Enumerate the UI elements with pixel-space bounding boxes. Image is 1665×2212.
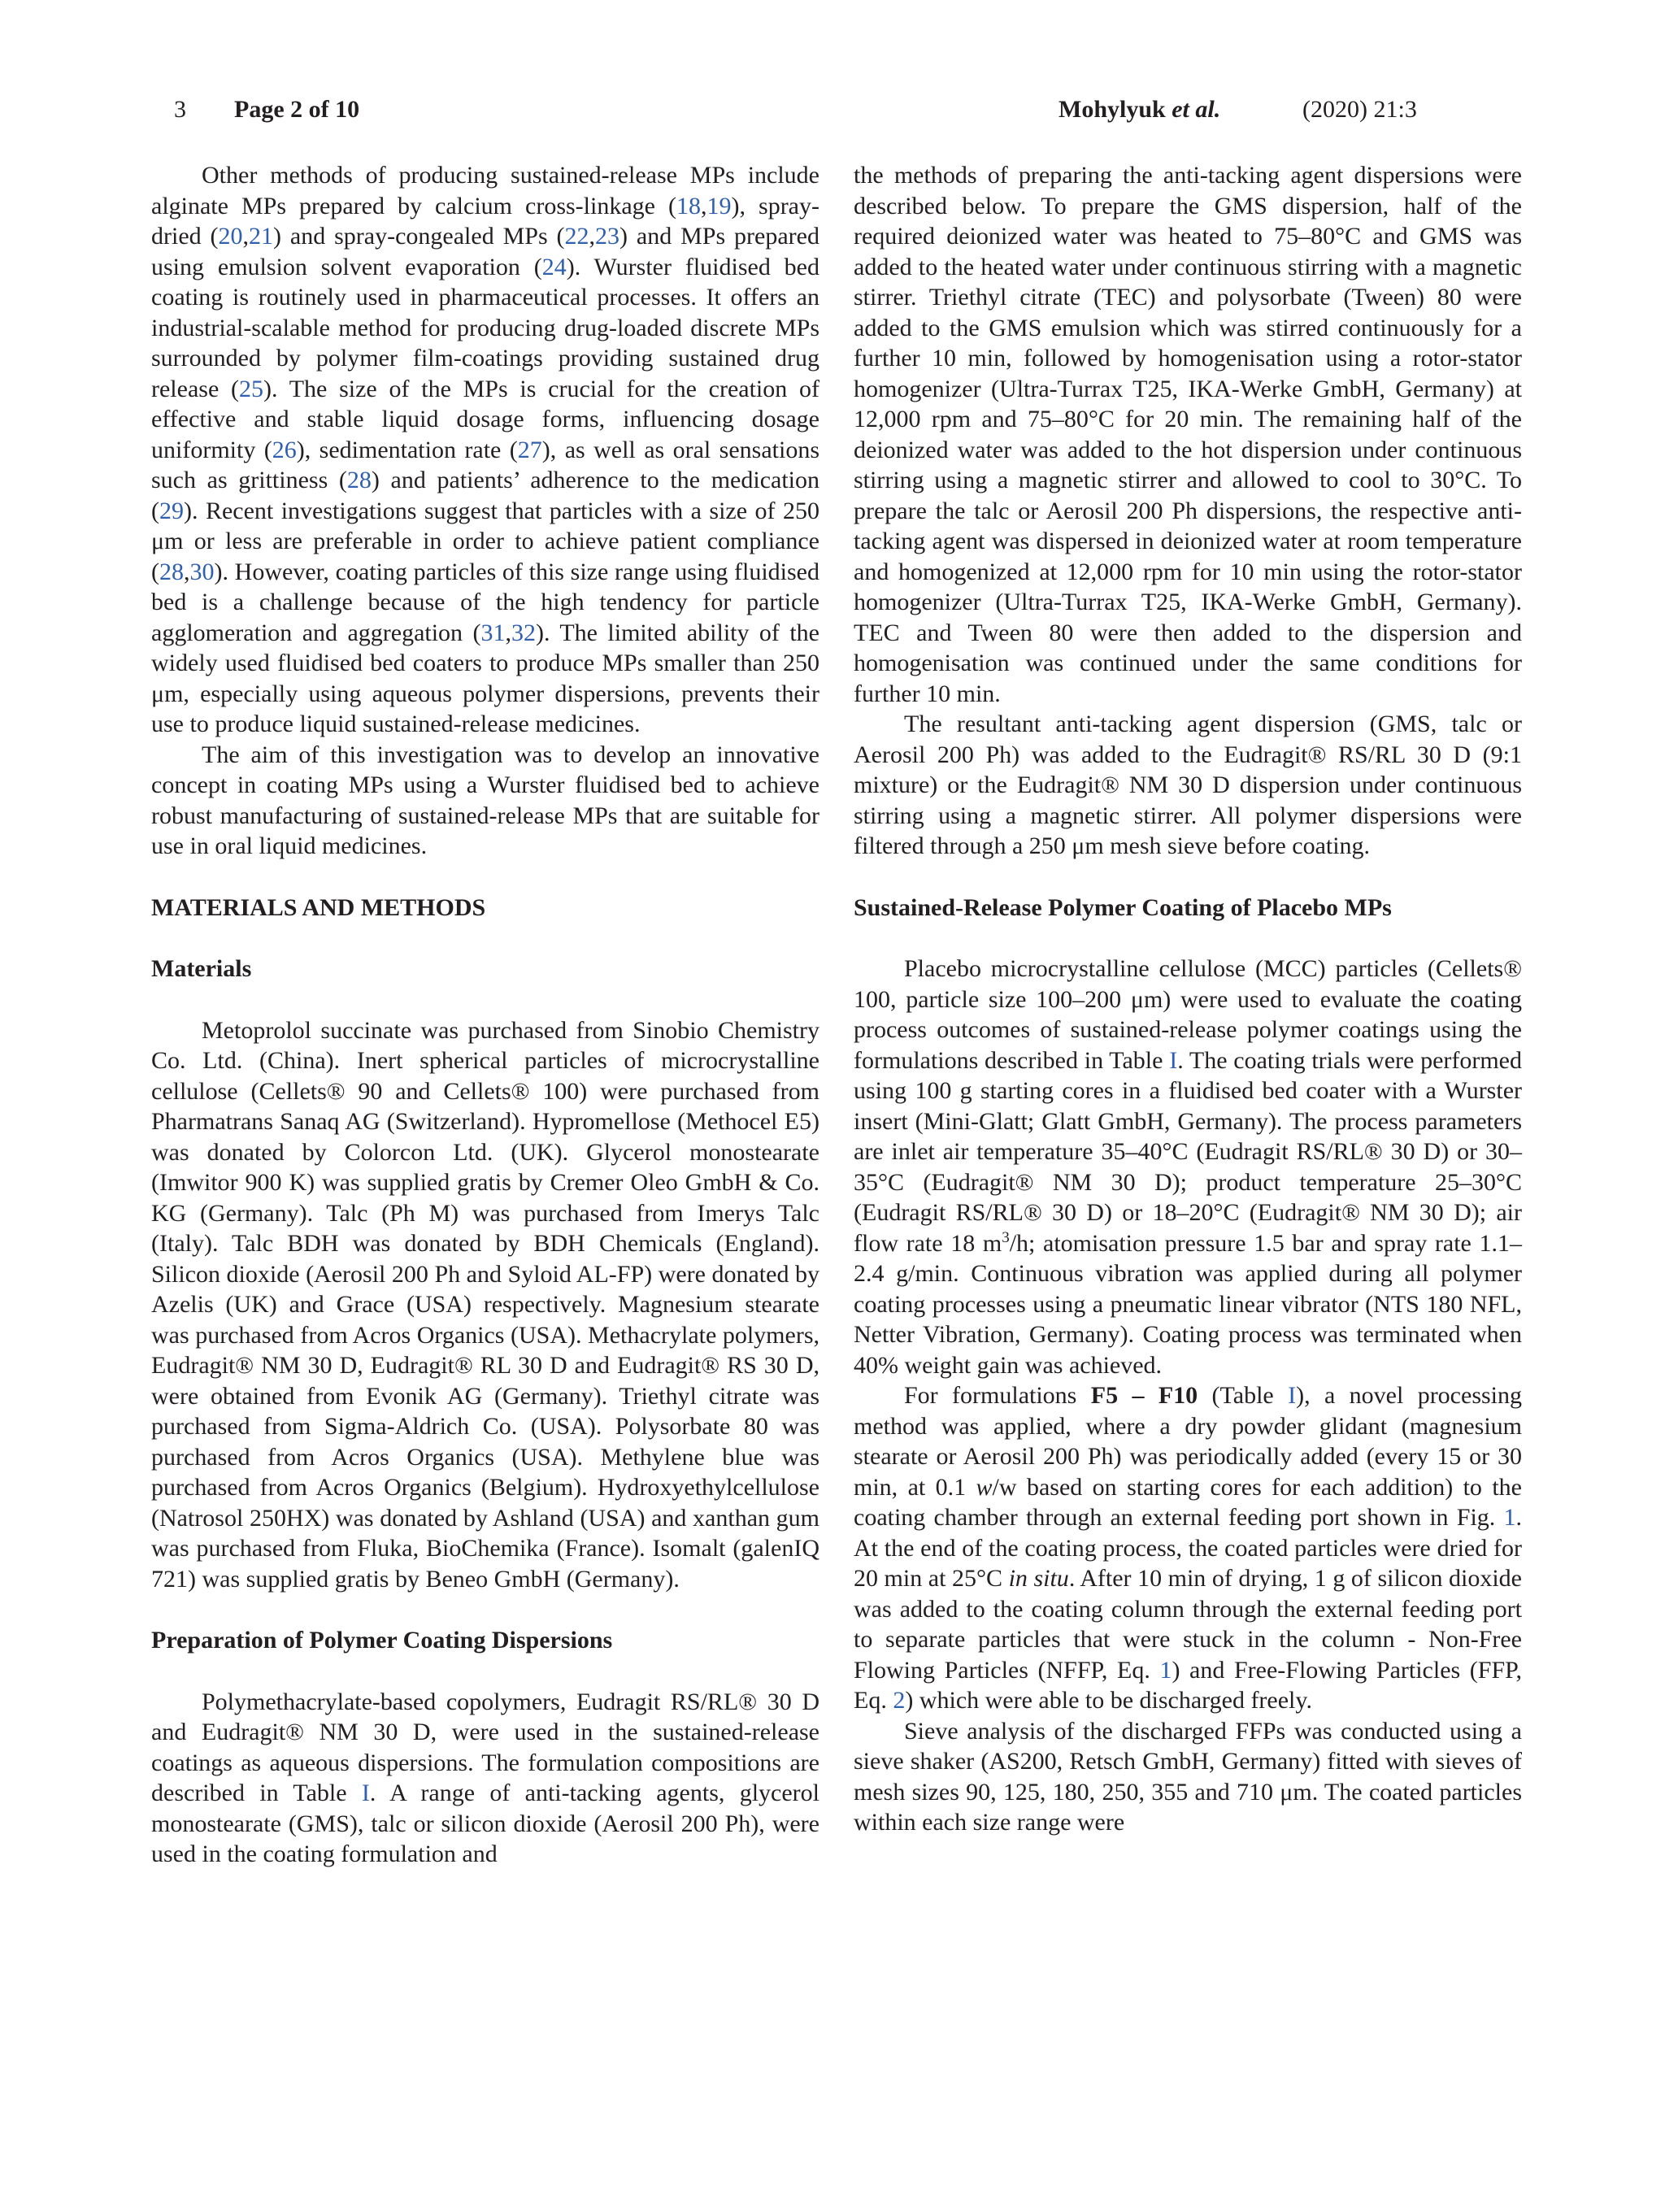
citation-link[interactable]: 31 [480, 619, 506, 646]
text-span: /w based on starting cores for each addition) to the coating chamber through an external feeding port shown in Fig. [854, 1473, 1522, 1531]
journal-citation: (2020) 21:3 [1302, 96, 1417, 123]
equation-link[interactable]: 2 [893, 1687, 906, 1714]
table-link[interactable]: I [1288, 1382, 1297, 1409]
table-link[interactable]: I [361, 1780, 370, 1806]
paragraph-dispersion-methods: the methods of preparing the anti-tacking agent dispersions were described below. To prepare the GMS dispersion, half of the required deionized water was heated to 75–80°C and GMS was added to the heated water under continuous stirring with a magnetic stirrer. Triethyl citrate (TEC) and polysorbate (Tween) 80 were added to the GMS emulsion which was stirred continuously for a further 10 min, followed by homogenisation using a rotor-stator homogenizer (Ultra-Turrax T25, IKA-Werke GmbH, Germany) at 12,000 rpm and 75–80°C for 20 min. The remaining half of the deionized water was added to the hot dispersion under continuous stirring using a magnetic stirrer and allowed to cool to 30°C. To prepare the talc or Aerosil 200 Ph dispersions, the respective anti-tacking agent was dispersed in deionized water at room temperature and homogenized at 12,000 rpm for 10 min using the rotor-stator homogenizer (Ultra-Turrax T25, IKA-Werke GmbH, Germany). TEC and Tween 80 were then added to the dispersion and homogenisation was continued under the same conditions for further 10 min. [854, 162, 1522, 707]
text-span: ). Recent investigations suggest that particles with a size of 250 μm or less are preferable in order to achieve patient compliance ( [151, 497, 819, 585]
paragraph-materials: Metoprolol succinate was purchased from Sinobio Chemistry Co. Ltd. (China). Inert spherical particles of microcrystalline cellulose (Cellets® 90 and Cellets® 100) were purchased from Pharmatrans Sanaq AG (Switzerland). Hypromellose (Methocel E5) was donated by Colorcon Ltd. (UK). Glycerol monostearate (Imwitor 900 K) was supplied gratis by Cremer Oleo GmbH & Co. KG (Germany). Talc (Ph M) was purchased from Imerys Talc (Italy). Talc BDH was donated by BDH Chemicals (England). Silicon dioxide (Aerosil 200 Ph and Syloid AL-FP) were donated by Azelis (UK) and Grace (USA) respectively. Magnesium stearate was purchased from Acros Organics (USA). Methacrylate polymers, Eudragit® NM 30 D, Eudragit® RL 30 D and Eudragit® RS 30 D, were obtained from Evonik AG (Germany). Triethyl citrate was purchased from Sigma-Aldrich Co. (USA). Polysorbate 80 was purchased from Acros Organics (USA). Methylene blue was purchased from Acros Organics (Belgium). Hydroxyethylcellulose (Natrosol 250HX) was donated by Ashland (USA) and xanthan gum was purchased from Fluka, BioChemika (France). Isomalt (galenIQ 721) was supplied gratis by Beneo GmbH (Germany). [151, 1016, 819, 1593]
text-span: ), a novel processing method was applied, where a dry powder glidant (magnesium stearate or Aerosil 200 Ph) was periodically added (every 15 or 30 min, at 0.1 [854, 1382, 1523, 1501]
citation-link[interactable]: 25 [239, 375, 264, 402]
text-span: For formulations [904, 1382, 1091, 1409]
paragraph-dispersion-mixing: The resultant anti-tacking agent dispersion (GMS, talc or Aerosil 200 Ph) was added to the Eudragit® RS/RL 30 D (9:1 mixture) or the Eudragit® NM 30 D dispersion under continuous stirring using a magnetic stirrer. All polymer dispersions were filtered through a 250 μm mesh sieve before coating. [854, 711, 1522, 859]
figure-link[interactable]: 1 [1503, 1504, 1516, 1531]
text-span: ) and patients’ adherence to the medication ( [151, 467, 819, 524]
citation-link[interactable]: 21 [249, 223, 274, 250]
text-span: Other methods of producing sustained-release MPs include alginate MPs prepared by calcium cross-linkage ( [151, 162, 819, 219]
text-span: ) and MPs prepared using emulsion solvent evaporation ( [151, 223, 819, 280]
equation-link[interactable]: 1 [1159, 1656, 1172, 1684]
text-span: . The coating trials were performed using 100 g starting cores in a fluidised bed coater with a Wurster insert (Mini-Glatt; Glatt GmbH, Germany). The process parameters are inlet air temperature 35–40°C (Eudragit RS/RL® 30 D) or 30–35°C (Eudragit® NM 30 D); product temperature 25–30°C (Eudragit RS/RL® 30 D) or 18–20°C (Eudragit® NM 30 D); air flow rate 18 m [854, 1046, 1522, 1257]
text-span: (Table [1198, 1382, 1289, 1409]
text-span: ). Wurster fluidised bed coating is routinely used in pharmaceutical processes. It offers an industrial-scalable method for producing drug-loaded discrete MPs surrounded by polymer film-coatings providing sustained drug release ( [151, 253, 820, 402]
text-span: ) and spray-congealed MPs ( [273, 223, 565, 250]
left-column [151, 160, 819, 1870]
text-span: ) which were able to be discharged freely. [905, 1687, 1312, 1714]
citation-link[interactable]: 23 [595, 223, 620, 250]
citation-link[interactable]: 26 [272, 436, 297, 463]
citation-link[interactable]: 24 [541, 253, 567, 280]
citation-link[interactable]: 27 [517, 436, 542, 463]
page-label: Page 2 of 10 [234, 96, 360, 123]
paragraph-placebo-coating [854, 954, 1522, 1380]
text-span: Placebo microcrystalline cellulose (MCC) particles (Cellets® 100, particle size 100–200 μm) were used to evaluate the coating process outcomes of sustained-release polymer coatings using the formulations described in Table [854, 955, 1522, 1074]
citation-link[interactable]: 19 [706, 192, 732, 219]
italic-in-situ: in situ [1008, 1565, 1069, 1592]
subheading-materials: Materials [151, 955, 252, 982]
right-column [854, 160, 1522, 1838]
text-span: . After 10 min of drying, 1 g of silicon dioxide was added to the coating column through the external feeding port to separate particles that were stuck in the column - Non-Free Flowing Particles (NFFP, Eq. [854, 1565, 1522, 1684]
text-span: ) and Free-Flowing Particles (FFP, Eq. [854, 1656, 1523, 1714]
text-span: ). However, coating particles of this size range using fluidised bed is a challenge because of the high tendency for particle agglomeration and aggregation ( [151, 558, 819, 646]
authors-name: Mohylyuk [1059, 96, 1166, 123]
text-span: ). The limited ability of the widely used fluidised bed coaters to produce MPs smaller than 250 μm, especially using aqueous polymer dispersions, prevents their use to produce liquid sustained-release medicines. [151, 619, 819, 737]
text-span: ), spray-dried ( [151, 192, 819, 250]
section-heading-materials-methods: MATERIALS AND METHODS [151, 893, 486, 921]
text-span: ). The size of the MPs is crucial for the creation of effective and stable liquid dosage forms, influencing dosage uniformity ( [151, 375, 819, 463]
subheading-sustained-release-coating: Sustained-Release Polymer Coating of Placebo MPs [854, 893, 1392, 921]
citation-link[interactable]: 32 [511, 619, 536, 646]
paragraph-sieve-analysis: Sieve analysis of the discharged FFPs was conducted using a sieve shaker (AS200, Retsch GmbH, Germany) fitted with sieves of mesh sizes 90, 125, 180, 250, 355 and 710 μm. The coated particles within each size range were [854, 1717, 1522, 1836]
paragraph-aim: The aim of this investigation was to develop an innovative concept in coating MPs using a Wurster fluidised bed to achieve robust manufacturing of sustained-release MPs that are suitable for use in oral liquid medicines. [151, 741, 819, 859]
citation-link[interactable]: 28 [159, 558, 184, 585]
citation-link[interactable]: 18 [676, 192, 701, 219]
text-span: ), sedimentation rate ( [296, 436, 518, 463]
text-span: ), as well as oral sensations such as grittiness ( [151, 436, 820, 493]
text-span: Polymethacrylate-based copolymers, Eudragit RS/RL® 30 D and Eudragit® NM 30 D, were used in the sustained-release coatings as aqueous dispersions. The formulation compositions are described in Table [151, 1688, 819, 1806]
citation-link[interactable]: 29 [159, 497, 184, 524]
authors-et-al: et al. [1172, 96, 1221, 123]
citation-link[interactable]: 28 [346, 467, 372, 493]
page-number: 3 [174, 96, 186, 123]
paragraph-novel-processing [854, 1380, 1522, 1716]
text-span: . A range of anti-tacking agents, glycerol monostearate (GMS), talc or silicon dioxide (Aerosil 200 Ph), were used in the coating formulation and [151, 1780, 819, 1867]
paragraph-preparation [151, 1687, 819, 1870]
formulation-range: F5 – F10 [1090, 1382, 1198, 1409]
running-authors [1059, 92, 1220, 128]
italic-w: w [976, 1473, 993, 1501]
paragraph-intro-methods: Other methods of producing sustained-release MPs include alginate MPs prepared by calcium cross-linkage (18,19), spray-dried (20,21) and spray-congealed MPs (22,23) and MPs prepared using emulsion solvent evaporation (24). Wurster fluidised bed coating is routinely used in pharmaceutical processes. It offers an industrial-scalable method for producing drug-loaded discrete MPs surrounded by polymer film-coatings providing sustained drug release (25). The size of the MPs is crucial for the creation of effective and stable liquid dosage forms, influencing dosage uniformity (26), sedimentation rate (27), as well as oral sensations such as grittiness (28) and patients’ adherence to the medication (29). Recent investigations suggest that particles with a size of 250 μm or less are preferable in order to achieve patient compliance (28,30). However, coating particles of this size range using fluidised bed is a challenge because of the high tendency for particle agglomeration and aggregation (31,32). The limited ability of the widely used fluidised bed coaters to produce MPs smaller than 250 μm, especially using aqueous polymer dispersions, prevents their use to produce liquid sustained-release medicines. [151, 162, 820, 737]
citation-link[interactable]: 30 [189, 558, 215, 585]
citation-link[interactable]: 20 [218, 223, 243, 250]
running-header [0, 92, 1665, 128]
superscript: 3 [1002, 1228, 1010, 1246]
subheading-preparation: Preparation of Polymer Coating Dispersions [151, 1627, 613, 1654]
text-span: . At the end of the coating process, the coated particles were dried for 20 min at 25°C [854, 1504, 1522, 1592]
table-link[interactable]: I [1169, 1046, 1178, 1074]
citation-link[interactable]: 22 [564, 223, 589, 250]
text-span: /h; atomisation pressure 1.5 bar and spray rate 1.1–2.4 g/min. Continuous vibration was applied during all polymer coating processes using a pneumatic linear vibrator (NTS 180 NFL, Netter Vibration, Germany). Coating process was terminated when 40% weight gain was achieved. [854, 1229, 1522, 1379]
